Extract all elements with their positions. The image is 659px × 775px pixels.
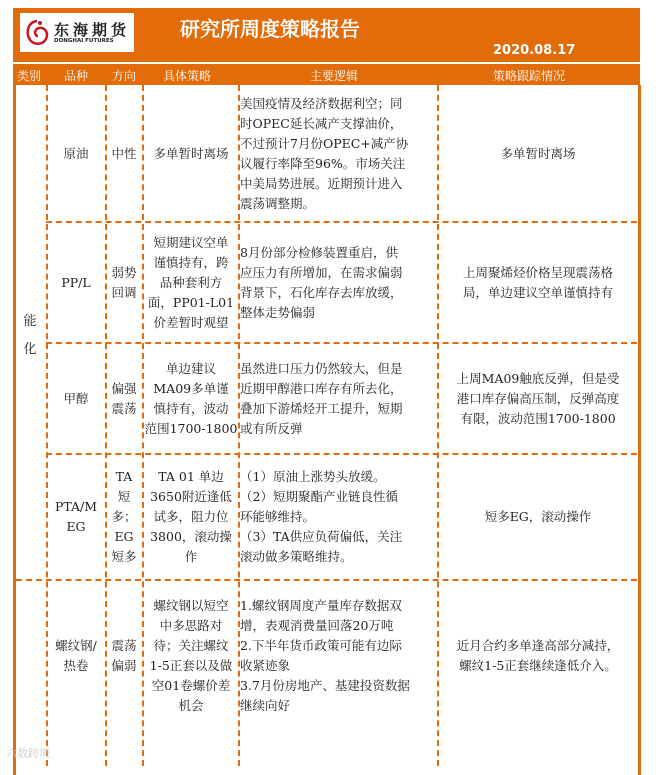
cell-variety <box>48 581 104 731</box>
col-header-tracking: 策略跟踪情况 <box>493 69 566 83</box>
dragon-logo-icon <box>24 18 50 48</box>
cell-logic <box>240 223 436 342</box>
logic-line: 滚动做多策略维持。 <box>240 549 353 564</box>
col-header-logic: 主要逻辑 <box>310 69 359 83</box>
strategy-line: 范围1700-1800 <box>144 420 238 436</box>
logic-line: 中美局势进展。近期预计进入 <box>240 176 403 191</box>
logic-line: 背景下，石化库存去库放缓， <box>240 284 403 300</box>
cell-logic <box>240 87 436 221</box>
strategy-line: 单边建议 <box>165 360 216 376</box>
logic-line: 环能够维持。 <box>240 509 316 524</box>
direction-line: 多； <box>111 509 137 524</box>
strategy-line: 机会 <box>178 698 204 713</box>
strategy-line: 1-5正套以及做 <box>149 658 233 673</box>
variety-line: 螺纹钢/ <box>55 638 97 653</box>
logic-line: （1）原油上涨势头放缓。 <box>240 469 386 484</box>
tracking-line: 多单暂时离场 <box>500 146 576 161</box>
cell-variety <box>48 344 104 453</box>
cell-direction <box>107 344 141 453</box>
variety-line: 甲醇 <box>63 390 89 406</box>
table-header <box>13 64 640 85</box>
strategy-line: 慎持有，波动 <box>153 400 229 416</box>
tracking-line: 上周聚烯烃价格呈现震荡格 <box>462 264 613 280</box>
direction-line: 偏强 <box>111 380 137 396</box>
logic-line: 整体走势偏弱 <box>240 304 316 320</box>
direction-line: 震荡 <box>111 638 137 653</box>
logic-line: 或有所反弹 <box>240 420 303 436</box>
strategy-line: 多单暂时离场 <box>153 146 229 161</box>
tracking-line: 港口库存偏高压制，反弹高度 <box>456 390 620 406</box>
logic-line: 叠加下游烯烃开工提升，短期 <box>240 400 403 416</box>
cell-strategy <box>144 344 238 453</box>
direction-line: TA <box>115 469 133 484</box>
logic-line: 应压力有所增加，在需求偏弱 <box>240 264 403 280</box>
cell-tracking <box>439 223 637 342</box>
tracking-line: 短多EG，滚动操作 <box>484 509 592 524</box>
direction-line: 短多 <box>111 549 137 564</box>
strategy-line: 待；关注螺纹 <box>153 638 229 653</box>
logic-line: 震荡调整期。 <box>240 196 316 211</box>
logic-line: 议履行率降至96%。市场关注 <box>240 156 406 171</box>
report-date: 2020.08.17 <box>493 43 576 58</box>
strategy-line: 3800，滚动操 <box>150 529 232 544</box>
cell-direction <box>107 223 141 342</box>
cell-direction <box>107 87 141 221</box>
watermark: 六数跨境 <box>6 747 50 760</box>
tracking-line: 有限，波动范围1700-1800 <box>460 410 616 426</box>
cell-tracking <box>439 581 637 731</box>
tracking-line: 近月合约多单逢高部分减持， <box>456 638 620 653</box>
cell-logic <box>240 455 436 579</box>
logic-line: （3）TA供应负荷偏低，关注 <box>240 529 403 544</box>
cell-strategy <box>144 223 238 342</box>
direction-line: 中性 <box>111 146 137 161</box>
logic-line: 美国疫情及经济数据利空；同 <box>240 96 403 111</box>
cell-direction <box>107 455 141 579</box>
direction-line: 偏弱 <box>111 658 137 673</box>
variety-line: PP/L <box>61 274 91 290</box>
variety-line: EG <box>66 519 86 534</box>
category-energy-chemical: 能 化 <box>23 314 37 357</box>
logic-line: 2.下半年货币政策可能有边际 <box>240 638 402 653</box>
col-header-strategy: 具体策略 <box>163 69 212 83</box>
cell-direction <box>107 581 141 731</box>
logo-english-name: DONGHAI FUTURES <box>54 37 114 44</box>
cell-logic <box>240 344 436 453</box>
logic-line: 收紧迹象 <box>240 658 291 673</box>
strategy-line: 短期建议空单 <box>153 234 229 250</box>
variety-line: 原油 <box>63 146 89 161</box>
logic-line: 增，表观消费量回落20万吨 <box>240 618 394 633</box>
cell-variety <box>48 223 104 342</box>
variety-line: 热卷 <box>63 658 89 673</box>
logic-line: （2）短期聚酯产业链良性循 <box>240 489 398 504</box>
page-title: 研究所周度策略报告 <box>180 17 360 41</box>
strategy-line: 品种套利方 <box>159 274 223 290</box>
logic-line: 8月份部分检修装置重启，供 <box>240 244 398 260</box>
logo-chinese-name: 东海期货 <box>54 20 131 39</box>
strategy-line: 价差暂时观望 <box>153 314 229 330</box>
strategy-line: 螺纹钢以短空 <box>153 598 229 613</box>
tracking-line: 上周MA09触底反弹，但是受 <box>456 370 620 386</box>
direction-line: 震荡 <box>111 400 137 416</box>
company-logo <box>20 13 134 52</box>
strategy-line: 作 <box>184 549 198 564</box>
cell-strategy <box>144 455 238 579</box>
strategy-line: 中多思路对 <box>159 618 223 633</box>
variety-line: PTA/M <box>54 499 98 514</box>
strategy-line: TA 01 单边 <box>158 469 224 484</box>
logic-line: 时OPEC延长减产支撑油价， <box>240 116 403 131</box>
strategy-line: MA09多单谨 <box>153 380 229 396</box>
cell-logic <box>240 581 436 731</box>
logic-line: 不过预计7月份OPEC+减产协 <box>240 136 409 151</box>
direction-line: 回调 <box>111 284 137 300</box>
strategy-line: 空01卷螺价差 <box>151 678 231 693</box>
logic-line: 近期甲醇港口库存有所去化， <box>240 380 403 396</box>
tracking-line: 螺纹1-5正套继续逢低介入。 <box>459 658 617 673</box>
cell-tracking <box>439 87 637 221</box>
cell-variety <box>48 455 104 579</box>
logic-line: 1.螺纹钢周度产量库存数据双 <box>240 598 402 613</box>
strategy-line: 面，PP01-L01 <box>147 294 235 310</box>
col-header-variety: 品种 <box>64 69 89 83</box>
tracking-line: 局，单边建议空单谨慎持有 <box>462 284 613 300</box>
cell-variety <box>48 87 104 221</box>
cell-strategy <box>144 87 238 221</box>
strategy-line: 3650附近逢低 <box>150 489 232 504</box>
cell-strategy <box>144 581 238 731</box>
logic-line: 虽然进口压力仍然较大，但是 <box>240 360 403 376</box>
col-header-category: 类别 <box>17 69 42 83</box>
col-header-direction: 方向 <box>112 69 137 83</box>
strategy-line: 试多，阻力位 <box>153 509 229 524</box>
direction-line: 弱势 <box>111 264 137 280</box>
logic-line: 继续向好 <box>240 698 291 713</box>
cell-tracking <box>439 455 637 579</box>
direction-line: EG <box>114 529 134 544</box>
direction-line: 短 <box>117 489 131 504</box>
cell-tracking <box>439 344 637 453</box>
strategy-line: 谨慎持有，跨 <box>153 254 229 270</box>
logic-line: 3.7月份房地产、基建投资数据 <box>240 678 410 693</box>
